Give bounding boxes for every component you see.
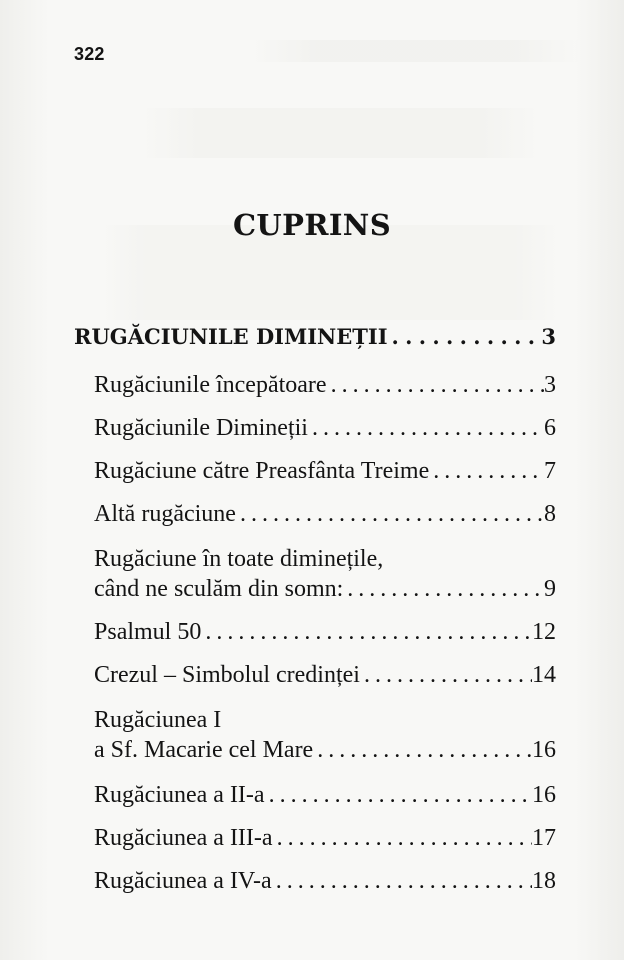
- dot-leader: [360, 660, 532, 690]
- toc-section-page: 3: [541, 324, 556, 349]
- toc-section-heading: [74, 322, 556, 370]
- toc-entry-page: 16: [532, 737, 556, 763]
- toc-line: [94, 413, 556, 443]
- toc-entry: [94, 617, 556, 660]
- dot-leader: [308, 413, 544, 443]
- toc-entry: [94, 499, 556, 542]
- dot-leader: [236, 499, 544, 529]
- dot-leader: [327, 370, 544, 400]
- dot-leader: [265, 780, 532, 810]
- toc-entry-label: Rugăciune către Preasfânta Treime: [94, 458, 430, 484]
- toc-entry-page: 8: [544, 501, 556, 527]
- toc-entry-page: 17: [532, 825, 556, 851]
- table-of-contents: [74, 322, 556, 909]
- page-title: CUPRINS: [232, 208, 392, 242]
- dot-leader: [343, 574, 544, 604]
- toc-entry-label: Rugăciunile Dimineții: [94, 415, 308, 441]
- toc-entry-page: 6: [544, 415, 556, 441]
- toc-entry-page: 14: [532, 662, 556, 688]
- toc-entry-label: Rugăciunea a III-a: [94, 825, 273, 851]
- toc-entry-page: 18: [532, 868, 556, 894]
- toc-entry-label: Altă rugăciune: [94, 501, 236, 527]
- toc-entry-label: când ne sculăm din somn:: [94, 576, 344, 602]
- toc-entry: [94, 413, 556, 456]
- toc-entry-label: Psalmul 50: [94, 619, 202, 645]
- toc-line: [94, 866, 556, 896]
- bleed-through-shadow: [250, 40, 580, 62]
- toc-entry-page: 12: [532, 619, 556, 645]
- dot-leader: [429, 456, 544, 486]
- toc-section-label: RUGĂCIUNILE DIMINEȚII: [74, 324, 388, 349]
- toc-entry-label: Rugăciunea a II-a: [94, 782, 265, 808]
- toc-entry: [94, 456, 556, 499]
- toc-entry: [94, 780, 556, 823]
- toc-line: [94, 456, 556, 486]
- toc-entry-page: 3: [544, 372, 556, 398]
- toc-line: [94, 499, 556, 529]
- toc-line: [94, 823, 556, 853]
- toc-line: [94, 660, 556, 690]
- toc-line: [94, 370, 556, 400]
- toc-entry-page: 7: [544, 458, 556, 484]
- toc-entry: [94, 542, 556, 617]
- toc-entry: [94, 660, 556, 703]
- toc-entry-page: 16: [532, 782, 556, 808]
- toc-entry-label: a Sf. Macarie cel Mare: [94, 737, 314, 763]
- page-number: 322: [74, 44, 105, 64]
- toc-line: [94, 617, 556, 647]
- toc-entry: [94, 370, 556, 413]
- bleed-through-shadow: [140, 108, 540, 158]
- toc-entry-page: 9: [544, 576, 556, 602]
- toc-line: [94, 574, 556, 604]
- toc-entry-label-first-line: Rugăciunea I: [94, 707, 222, 733]
- dot-leader: [272, 866, 532, 896]
- toc-entry-label: Rugăciunea a IV-a: [94, 868, 272, 894]
- toc-entry: [94, 866, 556, 909]
- toc-entry-label-first-line: Rugăciune în toate diminețile,: [94, 546, 384, 572]
- dot-leader: [273, 823, 532, 853]
- dot-leader: [388, 322, 542, 352]
- toc-entry-label: Rugăciunile începătoare: [94, 372, 327, 398]
- dot-leader: [313, 735, 532, 765]
- dot-leader: [201, 617, 532, 647]
- toc-line: [94, 735, 556, 765]
- toc-entry-label: Crezul – Simbolul credinței: [94, 662, 360, 688]
- toc-line: [94, 780, 556, 810]
- toc-subentries: [74, 370, 556, 909]
- toc-entry: [94, 703, 556, 780]
- toc-line: [74, 322, 556, 352]
- toc-entry: [94, 823, 556, 866]
